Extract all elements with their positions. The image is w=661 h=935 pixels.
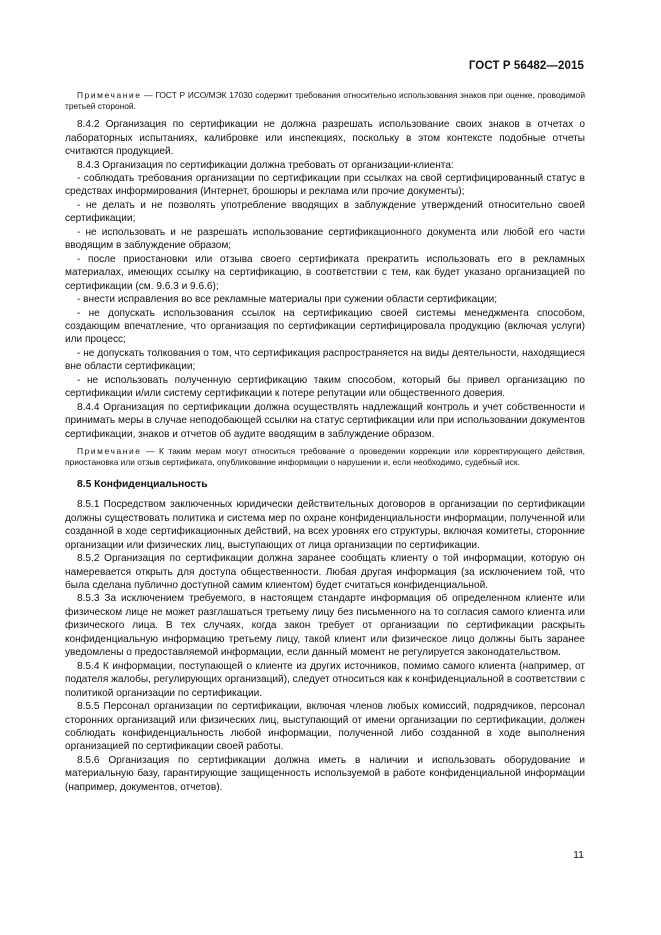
- document-body: [65, 90, 585, 794]
- note-1: [65, 90, 585, 112]
- paragraph-8-4-2: 8.4.2 Организация по сертификации не должна разрешать использование своих знаков в отчетах о лабораторных испытаниях, калибровке или инспекциях, поскольку в этом контексте подобные отчеты считаются продукцией.: [65, 119, 585, 158]
- list-item: - не допускать использования ссылок на сертификацию своей системы менеджмента способом, создающим впечатление, что организация по сертификации сертифицировала продукцию (включая услуги) или процесс;: [65, 307, 585, 346]
- section-heading-8-5: 8.5 Конфиденциальность: [77, 479, 208, 491]
- note-text: — ГОСТ Р ИСО/МЭК 17030 содержит требования относительно использования знаков при оценке, проводимой третьей стороной.: [65, 90, 585, 112]
- page-number: 11: [573, 849, 584, 861]
- note-label: Примечание: [77, 446, 142, 457]
- paragraph-8-5-5: 8.5.5 Персонал организации по сертификации, включая членов любых комиссий, подрядчиков, персонал сторонних организаций или физических лиц, выступающий от имени организации по сертификации, должен соблюдать конфиденциальность любой информации, полученной либо созданной в ходе выполнения организацией по сертификации своей работы.: [65, 701, 585, 753]
- list-item: - не допускать толкования о том, что сертификация распространяется на виды деятельности, находящиеся вне области сертификации;: [65, 347, 585, 373]
- note-2: [65, 446, 585, 468]
- list-item: - не использовать и не разрешать использование сертификационного документа или любой его части вводящим в заблуждение образом;: [65, 226, 585, 252]
- list-item: - не делать и не позволять употребление вводящих в заблуждение утверждений относительно своей сертификации;: [65, 199, 585, 225]
- list-item: - не использовать полученную сертификацию таким способом, который бы привел организацию по сертификации и/или систему сертификации к потере репутации или общественного доверия.: [65, 374, 585, 400]
- document-header: ГОСТ Р 56482—2015: [468, 60, 584, 72]
- list-item: - после приостановки или отзыва своего сертификата прекратить использовать его в рекламных материалах, имеющих ссылку на сертификацию, в соответствии с тем, как будет указано организацией по сертификации (см. 9.6.3 и 9.6.6);: [65, 253, 585, 292]
- note-text: — К таким мерам могут относиться требование о проведении коррекции или корректирующего действия, приостановка или отзыв сертификата, опубликование информации о нарушении и, если необходимо, судебный иск.: [65, 446, 585, 468]
- list-item: - внести исправления во все рекламные материалы при сужении области сертификации;: [77, 294, 498, 306]
- note-label: Примечание: [77, 90, 142, 100]
- paragraph-8-5-6: 8.5.6 Организация по сертификации должна иметь в наличии и использовать оборудование и материальную базу, гарантирующие защищенность используемой в работе конфиденциальной информации (например, документов, отчетов).: [65, 754, 585, 793]
- paragraph-8-5-2: 8.5.2 Организация по сертификации должна заранее сообщать клиенту о той информации, которую он намеревается открыть для доступа общественности. Любая другая информация (за исключением той, что была сделана публично доступной самим клиентом) будет считаться конфиденциальной.: [65, 553, 585, 591]
- paragraph-8-5-1: 8.5.1 Посредством заключенных юридически действительных договоров в организации по сертификации должны существовать политика и система мер по охране конфиденциальности информации, полученной или созданной в ходе сертификационных действий, на всех уровнях его структуры, включая комитеты, сторонние организации или физических лиц, выступающих от лица организации по сертификации.: [65, 499, 585, 551]
- list-item: - соблюдать требования организации по сертификации при ссылках на свой сертифицированный статус в средствах информирования (Интернет, брошюры и реклама или прочие документы);: [65, 173, 585, 198]
- paragraph-8-4-4: 8.4.4 Организация по сертификации должна осуществлять надлежащий контроль и учет собственности и принимать меры в случае неподобающей ссылки на статус сертификации или при использовании документов сертификации, знаков и отчетов об аудите вводящим в заблуждение образом.: [65, 401, 585, 440]
- paragraph-8-5-3: 8.5.3 За исключением требуемого, в настоящем стандарте информация об определенном клиенте или физическом лице не может разглашаться третьему лицу без письменного на то согласия самого клиента или физического лица. В тех случаях, когда закон требует от организации по сертификации раскрыть конфиденциальную информацию третьему лицу, такой клиент или физическое лицо должны быть заранее уведомлены о предоставляемой информации, если данный момент не регулируется законодательством.: [65, 593, 585, 659]
- paragraph-8-4-3: 8.4.3 Организация по сертификации должна требовать от организации-клиента:: [77, 159, 454, 171]
- paragraph-8-5-4: 8.5.4 К информации, поступающей о клиенте из других источников, помимо самого клиента (например, от подателя жалобы, регулирующих организаций), следует относиться как к конфиденциальной в соответствии с политикой организации по сертификации.: [65, 660, 586, 699]
